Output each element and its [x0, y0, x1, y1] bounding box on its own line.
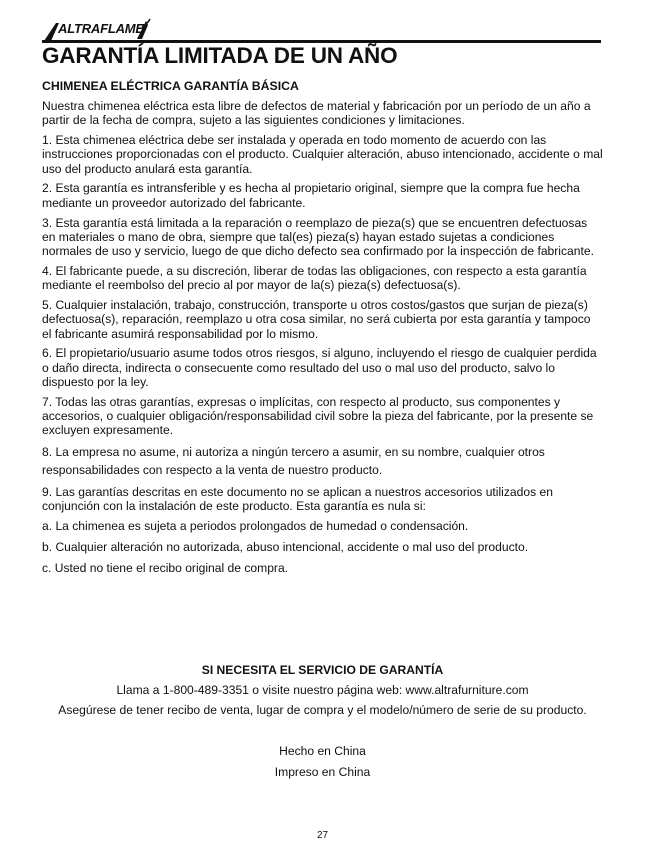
warranty-subitem: c. Usted no tiene el recibo original de compra.: [42, 561, 289, 576]
warranty-item: 4. El fabricante puede, a su discreción, liberar de todas las obligaciones, con respecto a esta garantía mediante el reembolso del precio al por mayor de la(s) pieza(s) defectuosa(s).: [42, 263, 587, 293]
warranty-item: 6. El propietario/usuario asume todos otros riesgos, si alguno, incluyendo el riesgo de cualquier perdida o daño directa, indirecta o consecuente como resultado del uso o mal uso del producto, salvo lo dispuesto por la ley.: [42, 346, 597, 390]
service-heading: SI NECESITA EL SERVICIO DE GARANTÍA: [201, 663, 444, 677]
warranty-subitem: a. La chimenea es sujeta a periodos prolongados de humedad o condensación.: [42, 518, 469, 533]
intro-paragraph: Nuestra chimenea eléctrica esta libre de defectos de material y fabricación por un período de un año a partir de la fecha de compra, sujeto a las siguientes condiciones y limitaciones.: [42, 99, 591, 128]
origin-section: [0, 741, 645, 783]
warranty-item: 2. Esta garantía es intransferible y es hecha al propietario original, siempre que la compra fue hecha mediante un proveedor autorizado del fabricante.: [42, 181, 580, 210]
service-section: [0, 660, 645, 720]
made-in-text: Hecho en China: [279, 744, 366, 758]
printed-in-text: Impreso en China: [274, 765, 371, 779]
warranty-item: 3. Esta garantía está limitada a la reparación o reemplazo de pieza(s) que se encuentren defectuosas en materiales o mano de obra, siempre que tal(es) pieza(s) hayan estado sujetas a condiciones normales de uso y servicio, luego de que dicho defecto sea confirmado por la inspección de fabricante.: [42, 215, 594, 259]
section-title: CHIMENEA ELÉCTRICA GARANTÍA BÁSICA: [42, 79, 299, 93]
service-receipt-line: Asegúrese de tener recibo de venta, lugar de compra y el modelo/número de serie de su producto.: [58, 703, 587, 717]
warranty-item: 1. Esta chimenea eléctrica debe ser instalada y operada en todo momento de acuerdo con las instrucciones proporcionadas con el producto. Cualquier alteración, abuso intencionado, accidente o mal uso del producto anulará esta garantía.: [42, 133, 603, 176]
service-contact-line: Llama a 1-800-489-3351 o visite nuestro página web: www.altrafurniture.com: [116, 683, 529, 697]
page-title: GARANTÍA LIMITADA DE UN AÑO: [42, 43, 398, 68]
warranty-body: [42, 99, 603, 583]
warranty-item: 5. Cualquier instalación, trabajo, construcción, transporte u otros costos/gastos que surjan de pieza(s) defectuosa(s), reparación, reemplazo u otra cosa similar, no será cubierta por esta garantía y tampoco el fabricante asumirá responsabilidad por lo mismo.: [42, 298, 591, 341]
brand-logo-text: ALTRAFLAME: [58, 21, 144, 36]
warranty-item: 7. Todas las otras garantías, expresas o implícitas, con respecto al producto, sus componentes y accesorios, o cualquier obligación/responsabilidad civil sobre la pieza del fabricante, por la presente se excluyen expresamente.: [42, 394, 594, 438]
page-number: 27: [316, 830, 329, 841]
warranty-item: 9. Las garantías descritas en este documento no se aplican a nuestros accesorios utilizados en conjunción con la instalación de este producto. Esta garantía es nula si:: [42, 484, 553, 514]
warranty-item: 8. La empresa no asume, ni autoriza a ningún tercero a asumir, en su nombre, cualquier otros responsabilidades con respecto a la venta de nuestro producto.: [42, 445, 545, 478]
warranty-subitem: b. Cualquier alteración no autorizada, abuso intencional, accidente o mal uso del producto.: [42, 540, 529, 555]
